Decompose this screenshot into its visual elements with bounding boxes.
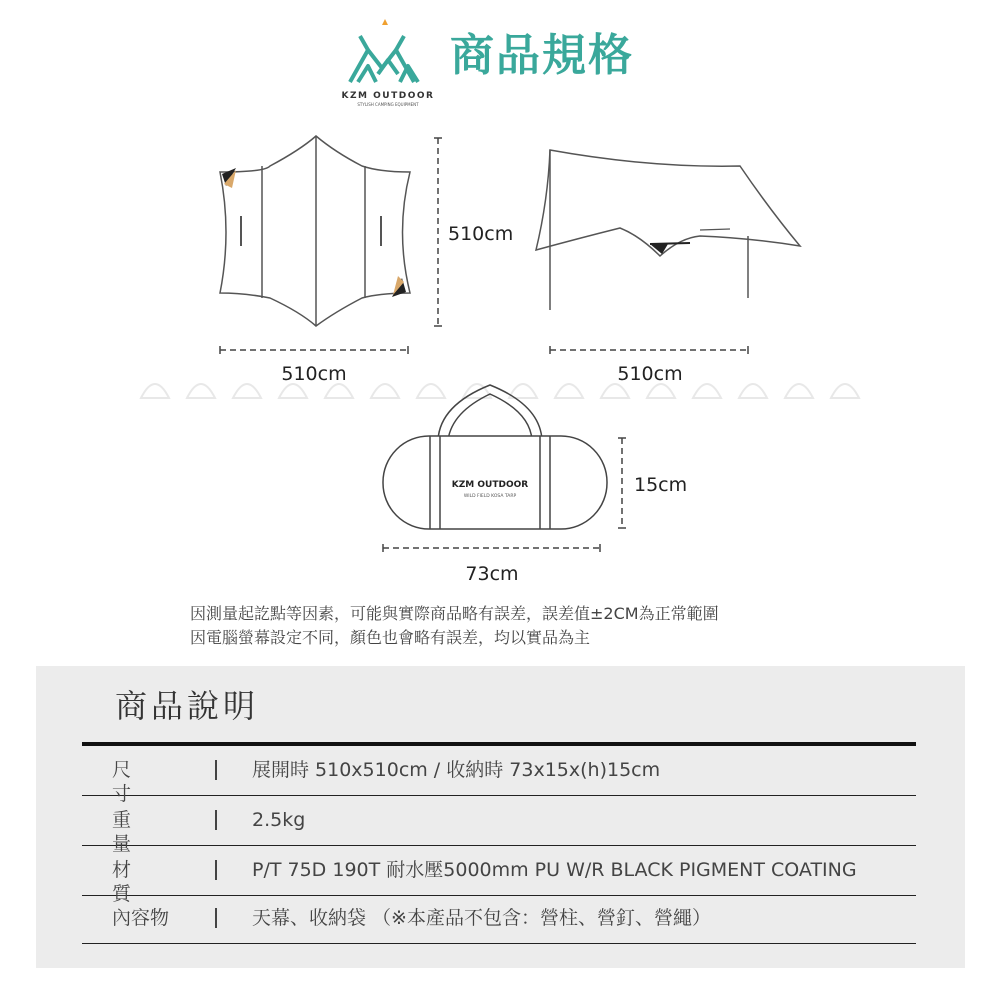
storage-bag xyxy=(383,385,607,529)
side-width-label: 510cm xyxy=(617,363,683,385)
spec-label: 尺寸 xyxy=(112,759,158,805)
spec-title: 商品說明 xyxy=(115,687,260,725)
watermark-row xyxy=(141,384,859,398)
page-title: 商品規格 xyxy=(450,30,634,81)
spec-label: 材質 xyxy=(112,859,158,905)
spec-value: 天幕、收納袋 （※本產品不包含：營柱、營釘、營繩） xyxy=(252,907,711,929)
watermark-mark xyxy=(739,384,767,398)
watermark-mark xyxy=(141,384,169,398)
kzm-logo xyxy=(338,16,438,108)
spec-separator xyxy=(215,810,217,830)
bag-length-label: 73cm xyxy=(465,563,519,585)
spec-row-material xyxy=(82,846,916,905)
spec-row-weight xyxy=(82,796,916,855)
spec-value: P/T 75D 190T 耐水壓5000mm PU W/R BLACK PIGMENT COATING xyxy=(252,859,857,881)
watermark-mark xyxy=(325,384,353,398)
bag-height-label: 15cm xyxy=(634,474,688,496)
spec-value: 展開時 510x510cm / 收納時 73x15x(h)15cm xyxy=(252,759,661,781)
spec-row-size xyxy=(82,746,916,805)
watermark-mark xyxy=(831,384,859,398)
bag-brand-text: KZM OUTDOOR xyxy=(451,480,529,490)
watermark-mark xyxy=(233,384,261,398)
note-line: 因測量起訖點等因素，可能與實際商品略有誤差，誤差值±2CM為正常範圍 xyxy=(190,604,719,623)
watermark-mark xyxy=(555,384,583,398)
logo-peak-icon xyxy=(382,19,388,25)
tarp-side-view xyxy=(536,150,800,310)
spec-separator xyxy=(215,908,217,928)
watermark-mark xyxy=(785,384,813,398)
spec-label: 重量 xyxy=(112,809,158,855)
spec-label: 內容物 xyxy=(112,907,170,929)
tarp-height-label: 510cm xyxy=(448,223,514,245)
spec-value: 2.5kg xyxy=(252,809,306,831)
watermark-mark xyxy=(647,384,675,398)
watermark-mark xyxy=(187,384,215,398)
logo-sub-text: STYLISH CAMPING EQUIPMENT xyxy=(357,102,419,107)
measurement-notes xyxy=(190,602,719,650)
watermark-mark xyxy=(279,384,307,398)
logo-brand-text: KZM OUTDOOR xyxy=(341,91,435,101)
tarp-width-label: 510cm xyxy=(281,363,347,385)
watermark-mark xyxy=(693,384,721,398)
watermark-mark xyxy=(417,384,445,398)
spec-separator xyxy=(215,760,217,780)
bag-model-text: WILD FIELD KOSA TARP xyxy=(463,494,517,499)
watermark-mark xyxy=(601,384,629,398)
dimension-diagrams xyxy=(0,120,1000,600)
watermark-mark xyxy=(371,384,399,398)
note-line: 因電腦螢幕設定不同，顏色也會略有誤差，均以實品為主 xyxy=(190,628,591,647)
spec-separator xyxy=(215,860,217,880)
spec-row-contents xyxy=(82,894,916,944)
